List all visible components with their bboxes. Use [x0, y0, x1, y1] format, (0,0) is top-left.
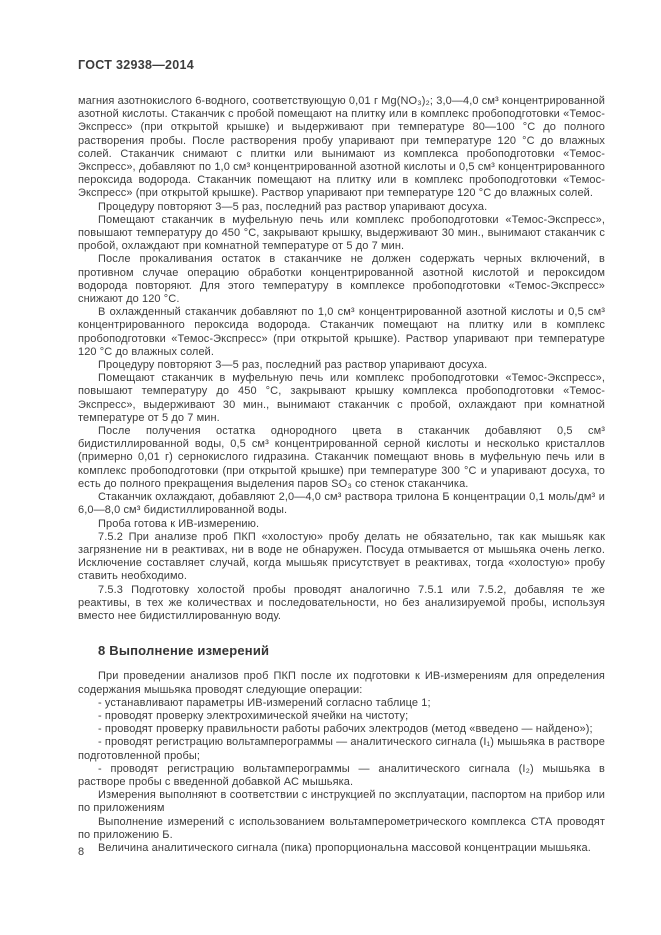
document-header-standard-number: ГОСТ 32938—2014	[78, 58, 195, 72]
paragraph: Стаканчик охлаждают, добавляют 2,0—4,0 см³ раствора трилона Б концентрации 0,1 моль/дм³ и 6,0—8,0 см³ бидистиллированной воды.	[78, 491, 605, 517]
list-item: - устанавливают параметры ИВ-измерений согласно таблице 1;	[98, 696, 431, 709]
paragraph-clause-752: 7.5.2 При анализе проб ПКП «холостую» пробу делать не обязательно, так как мышьяк как загрязнение ни в реактивах, ни в воде не обнаружен. Посуда отмывается от мышьяка очень легко. Исключение составляет случай, когда мышьяк присутствует в реактивах, тогда «холостую» пробу ставить необходимо.	[78, 530, 605, 583]
paragraph: Помещают стаканчик в муфельную печь или комплекс пробоподготовки «Темос-Экспресс», повышают температуру до 450 °С, закрывают крышку комплекса пробоподготовки «Темос-Экспресс», выдерживают 30 мин., вынимают стаканчик с пробой, охлаждают при комнатной температуре от 5 до 7 мин.	[78, 372, 605, 424]
paragraph: При проведении анализов проб ПКП после их подготовки к ИВ-измерениям для определения содержания мышьяка проводят следующие операции:	[78, 670, 605, 696]
paragraph: Величина аналитического сигнала (пика) пропорциональна массовой концентрации мышьяка.	[98, 841, 591, 854]
paragraph: Проба готова к ИВ-измерению.	[98, 517, 260, 530]
paragraph: После прокаливания остаток в стаканчике не должен содержать черных включений, в противном случае операцию обработки концентрированной азотной кислотой и пероксидом водорода повторяют. Для этого температуру в комплексе пробоподготовки «Темос-Экспресс» снижают до 120 °С.	[78, 253, 605, 306]
document-body	[78, 95, 605, 855]
page-number: 8	[78, 846, 85, 858]
paragraph: Процедуру повторяют 3—5 раз, последний раз раствор упаривают досуха.	[98, 200, 488, 213]
paragraph: В охлажденный стаканчик добавляют по 1,0 см³ концентрированной азотной кислоты и 0,5 см³ концентрированного пероксида водорода. Стаканчик помещают на плитку или в комплекс пробоподготовки «Темос-Экспресс» (при открытой крышке). Раствор упаривают при температуре 120 °С до влажных солей.	[78, 306, 605, 358]
document-content	[78, 58, 605, 855]
paragraph: Помещают стаканчик в муфельную печь или комплекс пробоподготовки «Темос-Экспресс», повышают температуру до 450 °С, закрывают крышку, выдерживают 30 мин., вынимают стаканчик с пробой, охлаждают при комнатной температуре от 5 до 7 мин.	[78, 213, 605, 253]
paragraph: Выполнение измерений с использованием вольтамперометрического комплекса СТА проводят по приложению Б.	[78, 815, 605, 841]
paragraph-continuation: магния азотнокислого 6-водного, соответствующую 0,01 г Mg(NO₃)₂; 3,0—4,0 см³ концентрированной азотной кислоты. Стаканчик с пробой помещают на плитку или в комплекс пробоподготовки «Темос-Экспресс» (при открытой крышке) и выдерживают при температуре 80—100 °С до полного растворения пробы. После растворения пробу упаривают при температуре 120 °С до влажных солей. Стаканчик снимают с плитки или вынимают из комплекса пробоподготовки «Темос-Экспресс», добавляют по 1,0 см³ концентрированной азотной кислоты и 0,5 см³ концентрированного пероксида водорода. Стаканчик помещают на плитку или в комплекс пробоподготовки «Темос-Экспресс» (при открытой крышке). Раствор упаривают при температуре 120 °С до влажных солей.	[78, 95, 605, 200]
paragraph: После получения остатка однородного цвета в стаканчик добавляют 0,5 см³ бидистиллированной воды, 0,5 см³ концентрированной серной кислоты и несколько кристаллов (примерно 0,01 г) сернокислого гидразина. Стаканчик помещают вновь в муфельную печь или в комплекс пробоподготовки (при открытой крышке) при температуре 300 °С и упаривают досуха, то есть до полного прекращения выделения паров SO₃ со стенок стаканчика.	[78, 425, 605, 490]
list-item: - проводят проверку электрохимической ячейки на чистоту;	[98, 709, 409, 722]
paragraph: Измерения выполняют в соответствии с инструкцией по эксплуатации, паспортом на прибор или по приложениям	[78, 789, 605, 815]
section-heading-8: 8 Выполнение измерений	[98, 643, 270, 659]
paragraph-clause-753: 7.5.3 Подготовку холостой пробы проводят аналогично 7.5.1 или 7.5.2, добавляя те же реактивы, в тех же количествах и последовательности, но без анализируемой пробы, используя вместо нее бидистиллированную воду.	[78, 583, 605, 622]
paragraph: Процедуру повторяют 3—5 раз, последний раз раствор упаривают досуха.	[98, 359, 488, 372]
list-item: - проводят регистрацию вольтамперограммы — аналитического сигнала (I₂) мышьяка в растворе пробы с введенной добавкой АС мышьяка.	[78, 762, 605, 788]
list-item: - проводят регистрацию вольтамперограммы — аналитического сигнала (I₁) мышьяка в растворе подготовленной пробы;	[78, 736, 605, 762]
list-item: - проводят проверку правильности работы рабочих электродов (метод «введено — найдено»);	[98, 723, 593, 736]
